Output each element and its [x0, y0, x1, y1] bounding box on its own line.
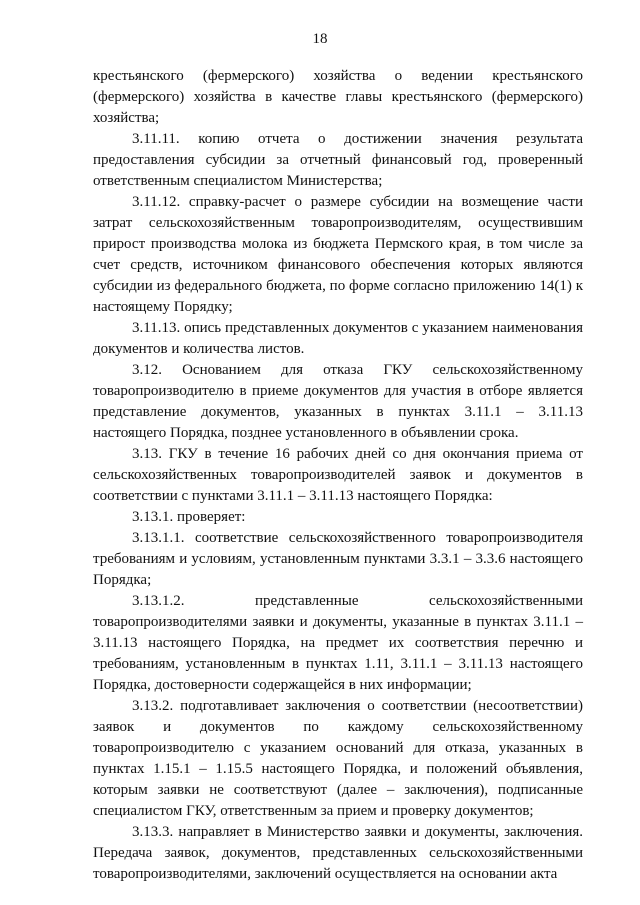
paragraph-3-11-13: 3.11.13. опись представленных документов с указанием наименования документов и количества листов. — [93, 320, 583, 357]
paragraph-3-13-1: 3.13.1. проверяет: — [132, 509, 246, 525]
paragraph-3-11-11: 3.11.11. копию отчета о достижении значения результата предоставления субсидии за отчетный финансовый год, проверенный ответственным специалистом Министерства; — [93, 131, 583, 189]
paragraph-3-12: 3.12. Основанием для отказа ГКУ сельскохозяйственному товаропроизводителю в приеме документов для участия в отборе является представление документов, указанных в пунктах 3.11.1 – 3.11.13 настоящего Порядка, позднее установленного в объявлении срока. — [93, 362, 583, 441]
document-body — [93, 66, 583, 885]
paragraph-continuation: крестьянского (фермерского) хозяйства о ведении крестьянского (фермерского) хозяйства в качестве главы крестьянского (фермерского) хозяйства; — [93, 68, 583, 126]
paragraph-3-13-1-1: 3.13.1.1. соответствие сельскохозяйственного товаропроизводителя требованиям и условиям, установленным пунктами 3.3.1 – 3.3.6 настоящего Порядка; — [93, 530, 583, 588]
paragraph-3-13: 3.13. ГКУ в течение 16 рабочих дней со дня окончания приема от сельскохозяйственных товаропроизводителей заявок и документов в соответствии с пунктами 3.11.1 – 3.11.13 настоящего Порядка: — [93, 446, 583, 504]
paragraph-3-13-3: 3.13.3. направляет в Министерство заявки и документы, заключения. Передача заявок, документов, представленных сельскохозяйственными товаропроизводителями, заключений осуществляется на основании акта — [93, 824, 583, 882]
paragraph-3-13-1-2: 3.13.1.2. представленные сельскохозяйственными товаропроизводителями заявки и документы, указанные в пунктах 3.11.1 – 3.11.13 настоящего Порядка, на предмет их соответствия перечню и требованиям, установленным в пунктах 1.11, 3.11.1 – 3.11.13 настоящего Порядка, достоверности содержащейся в них информации; — [93, 593, 583, 693]
page-number: 18 — [312, 31, 328, 47]
paragraph-3-13-2: 3.13.2. подготавливает заключения о соответствии (несоответствии) заявок и документов по каждому сельскохозяйственному товаропроизводителю с указанием оснований для отказа, указанных в пунктах 1.15.1 – 1.15.5 настоящего Порядка, и положений объявления, которым заявки не соответствуют (далее – заключения), подписанные специалистом ГКУ, ответственным за прием и проверку документов; — [93, 698, 583, 819]
paragraph-3-11-12: 3.11.12. справку-расчет о размере субсидии на возмещение части затрат сельскохозяйственным товаропроизводителям, осуществившим прирост производства молока из бюджета Пермского края, в том числе за счет средств, источником финансового обеспечения которых являются субсидии из федерального бюджета, по форме согласно приложению 14(1) к настоящему Порядку; — [93, 194, 583, 315]
